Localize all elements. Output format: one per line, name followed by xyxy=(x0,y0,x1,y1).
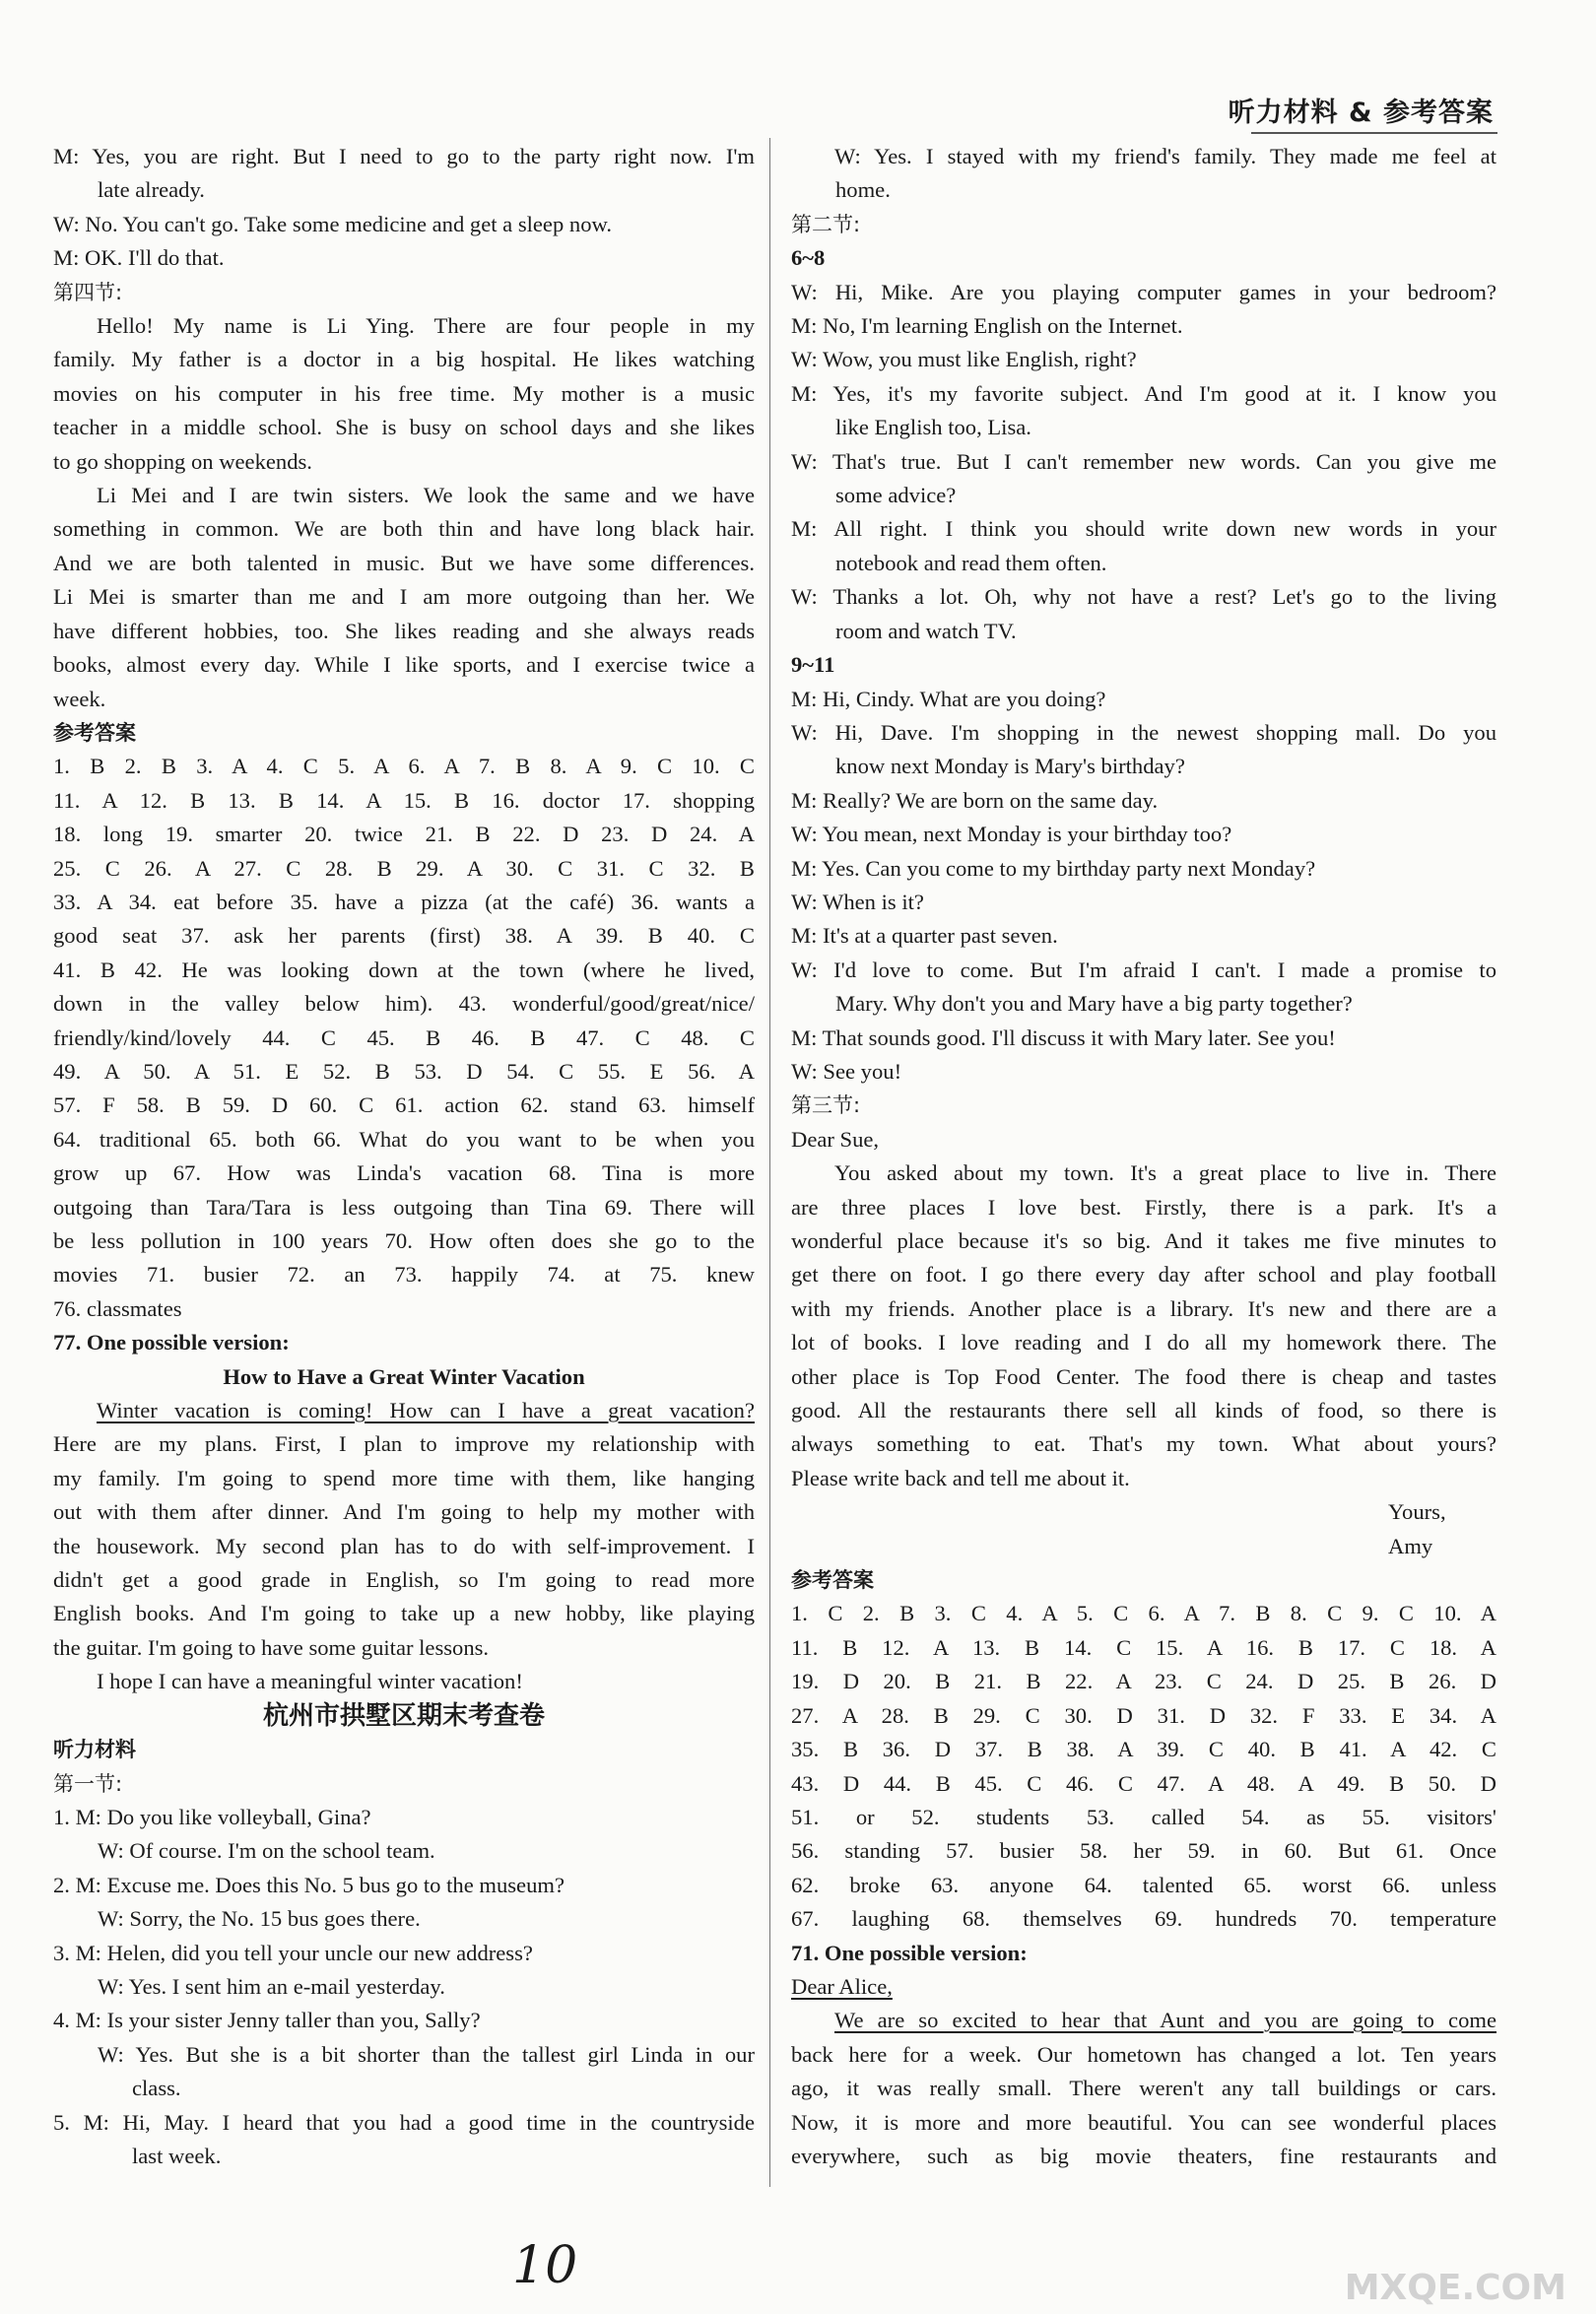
text-line: to go shopping on weekends. xyxy=(53,448,312,474)
text-line: 19. D 20. B 21. B 22. A 23. C 24. D 25. B 26. D xyxy=(791,1669,1496,1694)
text-line: 35. B 36. D 37. B 38. A 39. C 40. B 41. A 42. C xyxy=(791,1737,1496,1762)
text-line: M: Yes, you are right. But I need to go to the party right now. I'm xyxy=(53,144,755,168)
text-line: W: Hi, Mike. Are you playing computer games in your bedroom? xyxy=(791,279,1496,304)
text-line: W: You mean, next Monday is your birthday too? xyxy=(791,822,1232,847)
text-line: Dear Alice, xyxy=(791,1973,893,1999)
text-line: out with them after dinner. And I'm going to help my mother with xyxy=(53,1499,755,1525)
text-line: 41. B 42. He was looking down at the town (where he lived, xyxy=(53,957,755,982)
text-line: 51. or 52. students 53. called 54. as 55. visitors' xyxy=(791,1804,1496,1829)
text-line: English books. And I'm going to take up a new hobby, like playing xyxy=(53,1601,755,1626)
text-line: M: It's at a quarter past seven. xyxy=(791,923,1058,949)
text-line: 6~8 xyxy=(791,245,826,271)
text-line: last week. xyxy=(132,2143,222,2168)
text-line: 71. One possible version: xyxy=(791,1940,1028,1965)
text-line: Yours, xyxy=(1388,1499,1446,1525)
right-column xyxy=(791,140,1496,2173)
text-line: Dear Sue, xyxy=(791,1126,880,1152)
text-line: 听力材料 xyxy=(53,1738,136,1762)
text-line: the guitar. I'm going to have some guitar lessons. xyxy=(53,1634,490,1660)
text-line: 9~11 xyxy=(791,652,835,678)
text-line: have different hobbies, too. She likes reading and she always reads xyxy=(53,618,755,643)
text-line: W: When is it? xyxy=(791,889,924,914)
text-line: 11. A 12. B 13. B 14. A 15. B 16. doctor 17. shopping xyxy=(53,787,755,813)
text-line: teacher in a middle school. She is busy on school days and she likes xyxy=(53,415,755,440)
text-line: 33. A 34. eat before 35. have a pizza (at the café) 36. wants a xyxy=(53,889,755,914)
text-line: know next Monday is Mary's birthday? xyxy=(835,754,1185,779)
text-line: be less pollution in 100 years 70. How often does she go to the xyxy=(53,1228,755,1253)
text-line: 43. D 44. B 45. C 46. C 47. A 48. A 49. B 50. D xyxy=(791,1770,1496,1796)
text-line: Hello! My name is Li Ying. There are four people in my xyxy=(97,313,755,339)
text-line: Now, it is more and more beautiful. You can see wonderful places xyxy=(791,2109,1496,2135)
text-line: 25. C 26. A 27. C 28. B 29. A 30. C 31. C 32. B xyxy=(53,855,755,881)
text-line: 1. B 2. B 3. A 4. C 5. A 6. A 7. B 8. A 9. C 10. C xyxy=(53,754,755,779)
text-line: Please write back and tell me about it. xyxy=(791,1465,1130,1490)
text-line: W: Wow, you must like English, right? xyxy=(791,347,1137,372)
text-line: M: That sounds good. I'll discuss it with Mary later. See you! xyxy=(791,1025,1336,1050)
text-line: class. xyxy=(132,2076,181,2101)
column-divider xyxy=(769,138,770,2187)
text-line: W: That's true. But I can't remember new words. Can you give me xyxy=(791,448,1496,474)
text-line: 第三节: xyxy=(791,1093,861,1118)
text-line: W: No. You can't go. Take some medicine and get a sleep now. xyxy=(53,211,612,236)
text-line: M: OK. I'll do that. xyxy=(53,245,225,271)
page-header-title: 听力材料 & 参考答案 xyxy=(1228,98,1494,128)
text-line: other place is Top Food Center. The food there is cheap and tastes xyxy=(791,1363,1496,1389)
text-line: 11. B 12. A 13. B 14. C 15. A 16. B 17. C 18. A xyxy=(791,1634,1496,1660)
text-line: notebook and read them often. xyxy=(835,550,1107,575)
text-line: week. xyxy=(53,686,106,711)
text-line: late already. xyxy=(98,177,205,203)
text-line: M: Really? We are born on the same day. xyxy=(791,787,1159,813)
text-line: grow up 67. How was Linda's vacation 68. Tina is more xyxy=(53,1160,755,1186)
text-line: outgoing than Tara/Tara is less outgoing than Tina 69. There will xyxy=(53,1194,755,1220)
text-line: 4. M: Is your sister Jenny taller than you, Sally? xyxy=(53,2008,481,2033)
header-rule xyxy=(1251,132,1497,134)
text-line: 第一节: xyxy=(53,1771,123,1796)
text-line: You asked about my town. It's a great place to live in. There xyxy=(834,1160,1496,1186)
text-line: 64. traditional 65. both 66. What do you want to be when you xyxy=(53,1126,755,1152)
text-line: M: All right. I think you should write down new words in your xyxy=(791,516,1496,542)
text-line: W: Hi, Dave. I'm shopping in the newest shopping mall. Do you xyxy=(791,719,1496,745)
text-line: W: I'd love to come. But I'm afraid I can't. I made a promise to xyxy=(791,957,1496,982)
text-line: W: Of course. I'm on the school team. xyxy=(98,1838,435,1864)
text-line: How to Have a Great Winter Vacation xyxy=(223,1363,585,1389)
text-line: room and watch TV. xyxy=(835,618,1017,643)
text-line: 杭州市拱墅区期末考查卷 xyxy=(262,1700,545,1731)
text-line: Mary. Why don't you and Mary have a big party together? xyxy=(835,991,1353,1017)
page-number: 10 xyxy=(512,2236,578,2295)
watermark-logo: MXQE.COM xyxy=(1344,2268,1566,2308)
text-line: books, almost every day. While I like sports, and I exercise twice a xyxy=(53,652,755,678)
text-line: W: See you! xyxy=(791,1058,902,1084)
text-line: We are so excited to hear that Aunt and you are going to come xyxy=(834,2008,1496,2033)
text-line: W: Yes. But she is a bit shorter than the tallest girl Linda in our xyxy=(98,2041,755,2067)
text-line: Li Mei and I are twin sisters. We look the same and we have xyxy=(97,483,755,508)
text-line: M: Hi, Cindy. What are you doing? xyxy=(791,686,1106,711)
text-line: ago, it was really small. There weren't any tall buildings or cars. xyxy=(791,2076,1496,2101)
text-line: wonderful place because it's so big. And it takes me five minutes to xyxy=(791,1228,1496,1253)
text-line: movies on his computer in his free time. My mother is a music xyxy=(53,380,755,406)
left-column xyxy=(53,140,755,2173)
text-line: some advice? xyxy=(835,483,957,508)
text-line: 参考答案 xyxy=(53,720,136,745)
text-line: M: Yes, it's my favorite subject. And I'm good at it. I know you xyxy=(791,380,1496,406)
text-line: And we are both talented in music. But we have some differences. xyxy=(53,550,755,575)
text-line: 第四节: xyxy=(53,280,123,304)
text-line: like English too, Lisa. xyxy=(835,415,1031,440)
text-line: 5. M: Hi, May. I heard that you had a good time in the countryside xyxy=(53,2109,755,2135)
text-line: W: Thanks a lot. Oh, why not have a rest? Let's go to the living xyxy=(791,584,1496,610)
text-line: Li Mei is smarter than me and I am more outgoing than her. We xyxy=(53,584,755,610)
text-line: M: Yes. Can you come to my birthday party next Monday? xyxy=(791,855,1316,881)
text-line: good. All the restaurants there sell all kinds of food, so there is xyxy=(791,1398,1496,1423)
text-line: movies 71. busier 72. an 73. happily 74. at 75. knew xyxy=(53,1262,755,1288)
text-line: lot of books. I love reading and I do all my homework there. The xyxy=(791,1330,1496,1355)
text-line: 1. C 2. B 3. C 4. A 5. C 6. A 7. B 8. C 9. C 10. A xyxy=(791,1601,1496,1626)
text-line: Winter vacation is coming! How can I have a great vacation? xyxy=(97,1398,755,1423)
text-line: 18. long 19. smarter 20. twice 21. B 22. D 23. D 24. A xyxy=(53,822,755,847)
text-line: W: Yes. I stayed with my friend's family. They made me feel at xyxy=(834,144,1496,168)
text-line: 57. F 58. B 59. D 60. C 61. action 62. stand 63. himself xyxy=(53,1092,755,1118)
text-line: M: No, I'm learning English on the Internet. xyxy=(791,313,1183,339)
text-line: with my friends. Another place is a library. It's new and there are a xyxy=(791,1295,1496,1321)
text-line: 49. A 50. A 51. E 52. B 53. D 54. C 55. E 56. A xyxy=(53,1058,755,1084)
text-line: I hope I can have a meaningful winter vacation! xyxy=(97,1669,523,1694)
text-line: the housework. My second plan has to do with self-improvement. I xyxy=(53,1533,755,1558)
text-line: something in common. We are both thin and have long black hair. xyxy=(53,516,755,542)
text-line: 67. laughing 68. themselves 69. hundreds 70. temperature xyxy=(791,1906,1496,1932)
text-line: 27. A 28. B 29. C 30. D 31. D 32. F 33. E 34. A xyxy=(791,1702,1496,1728)
text-line: back here for a week. Our hometown has changed a lot. Ten years xyxy=(791,2041,1496,2067)
text-line: 1. M: Do you like volleyball, Gina? xyxy=(53,1804,371,1829)
text-line: 56. standing 57. busier 58. her 59. in 60. But 61. Once xyxy=(791,1838,1496,1864)
text-line: 77. One possible version: xyxy=(53,1330,290,1355)
text-line: good seat 37. ask her parents (first) 38. A 39. B 40. C xyxy=(53,923,755,949)
text-line: 参考答案 xyxy=(791,1568,874,1593)
text-line: home. xyxy=(835,177,891,203)
text-line: 2. M: Excuse me. Does this No. 5 bus go to the museum? xyxy=(53,1872,565,1897)
text-line: friendly/kind/lovely 44. C 45. B 46. B 47. C 48. C xyxy=(53,1025,755,1050)
text-line: didn't get a good grade in English, so I'm going to read more xyxy=(53,1567,755,1593)
text-line: 第二节: xyxy=(791,212,861,236)
text-line: 62. broke 63. anyone 64. talented 65. worst 66. unless xyxy=(791,1872,1496,1897)
text-line: 76. classmates xyxy=(53,1295,182,1321)
text-line: Here are my plans. First, I plan to improve my relationship with xyxy=(53,1431,755,1457)
text-line: W: Yes. I sent him an e-mail yesterday. xyxy=(98,1973,445,1999)
text-line: are three places I love best. Firstly, there is a park. It's a xyxy=(791,1194,1496,1220)
text-line: W: Sorry, the No. 15 bus goes there. xyxy=(98,1906,421,1932)
text-line: Amy xyxy=(1388,1533,1433,1558)
text-line: everywhere, such as big movie theaters, fine restaurants and xyxy=(791,2143,1496,2168)
text-line: get there on foot. I go there every day after school and play football xyxy=(791,1262,1496,1288)
text-line: 3. M: Helen, did you tell your uncle our new address? xyxy=(53,1940,533,1965)
text-line: always something to eat. That's my town. What about yours? xyxy=(791,1431,1496,1457)
text-line: my family. I'm going to spend more time with them, like hanging xyxy=(53,1465,755,1490)
text-line: family. My father is a doctor in a big hospital. He likes watching xyxy=(53,347,755,372)
text-line: down in the valley below him). 43. wonderful/good/great/nice/ xyxy=(53,991,755,1017)
